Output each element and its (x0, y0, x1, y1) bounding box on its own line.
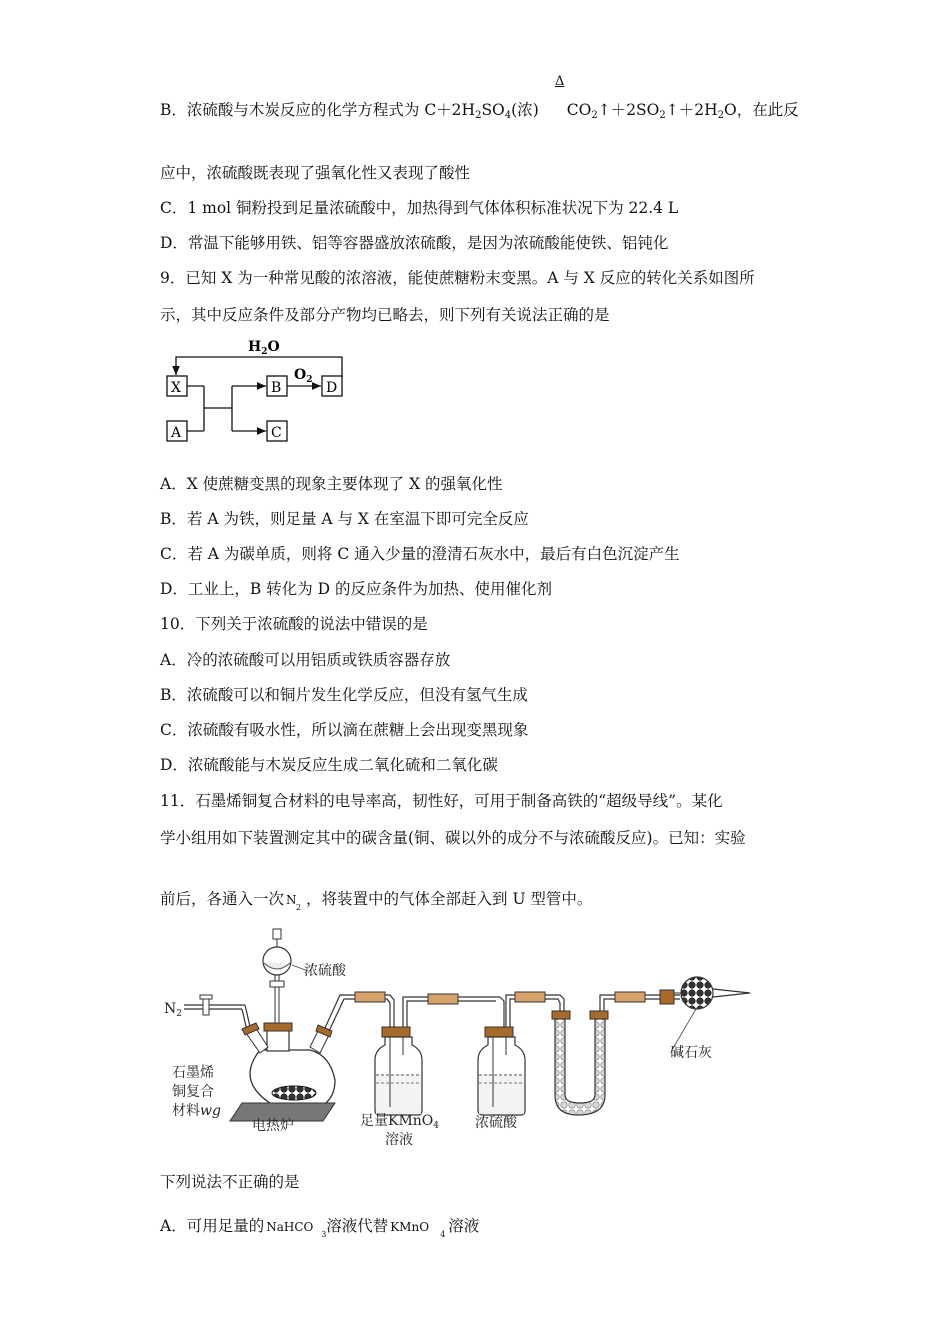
label-conc-acid-funnel: 浓硫酸 (304, 963, 346, 979)
q10-option-a: A．冷的浓硫酸可以用铝质或铁质容器存放 (160, 651, 451, 669)
kmno4-wash-bottle (375, 1027, 422, 1115)
label-kmno4: 足量KMnO$_4$ (360, 1113, 440, 1131)
label-n2-inlet: $N_2$ (164, 1001, 182, 1019)
q9-stem-line1: 9．已知 X 为一种常见酸的浓溶液，能使蔗糖粉末变黑。A 与 X 反应的转化关系如图所 (160, 269, 755, 287)
label-a: A (171, 425, 182, 441)
h2o-label: $H_2O$ (248, 339, 280, 357)
q11-option-a: A．可用足量的 NaHCO 3 溶液代替 KMnO 4 溶液 (160, 1217, 480, 1239)
o2-label: $O_2$ (294, 367, 313, 385)
conc-acid-wash-bottle (478, 1027, 525, 1115)
q10-option-c: C．浓硫酸有吸水性，所以滴在蔗糖上会出现变黑现象 (160, 721, 529, 739)
label-material-1: 石墨烯 (172, 1065, 214, 1081)
n2-valve (203, 997, 209, 1015)
label-conc-acid-bottle: 浓硫酸 (475, 1115, 517, 1131)
q11-question: 下列说法不正确的是 (160, 1173, 300, 1191)
q11-stem-line1: 11．石墨烯铜复合材料的电导率高，韧性好，可用于制备高铁的“超级导线”。某化 (160, 792, 723, 810)
q8-option-c: C．1 mol 铜粉投到足量浓硫酸中，加热得到气体体积标准状况下为 22.4 L (160, 199, 679, 217)
q10-option-b: B．浓硫酸可以和铜片发生化学反应，但没有氢气生成 (160, 686, 528, 704)
label-b: B (271, 380, 282, 396)
q8-option-b-line1: B．浓硫酸与木炭反应的化学方程式为 $C+2H_2SO_4$(浓) $CO_2↑+2SO_2↑+2H_2O$，在此反 (160, 101, 799, 121)
label-soda-lime: 碱石灰 (670, 1045, 712, 1061)
q11-stem-line2: 学小组用如下装置测定其中的碳含量(铜、碳以外的成分不与浓硫酸反应)。已知：实验 (160, 829, 746, 847)
apparatus-diagram (160, 925, 760, 1155)
label-kmno4-solution: 溶液 (385, 1132, 413, 1148)
q9-option-c: C．若 A 为碳单质，则将 C 通入少量的澄清石灰水中，最后有白色沉淀产生 (160, 545, 680, 563)
label-material-2: 铜复合 (172, 1084, 214, 1100)
q10-option-d: D．浓硫酸能与木炭反应生成二氧化硫和二氧化碳 (160, 756, 498, 774)
label-heater: 电热炉 (252, 1118, 294, 1134)
q8-option-b-line2: 应中，浓硫酸既表现了强氧化性又表现了酸性 (160, 164, 471, 182)
u-tube (552, 1011, 608, 1115)
three-neck-flask (242, 1023, 335, 1111)
arrow-d-to-x (176, 357, 342, 377)
drying-tube (660, 977, 750, 1009)
q11-stem-line3: 前后，各通入一次 N 2 ，将装置中的气体全部赶入到 U 型管中。 (160, 890, 593, 912)
q9-conversion-diagram (160, 333, 360, 448)
separatory-funnel (263, 929, 291, 1025)
q9-stem-line2: 示，其中反应条件及部分产物均已略去，则下列有关说法正确的是 (160, 306, 610, 324)
label-d: D (326, 380, 338, 396)
q9-option-b: B．若 A 为铁，则足量 A 与 X 在室温下即可完全反应 (160, 510, 529, 528)
label-material-3: 材料wg (172, 1103, 221, 1119)
heating-symbol: Δ (555, 74, 565, 89)
q9-option-a: A．X 使蔗糖变黑的现象主要体现了 X 的强氧化性 (160, 475, 503, 493)
label-x: X (171, 380, 181, 396)
q9-option-d: D．工业上，B 转化为 D 的反应条件为加热、使用催化剂 (160, 580, 553, 598)
q10-stem: 10．下列关于浓硫酸的说法中错误的是 (160, 615, 428, 633)
label-c: C (271, 425, 282, 441)
q8-option-d: D．常温下能够用铁、铝等容器盛放浓硫酸，是因为浓硫酸能使铁、铝钝化 (160, 234, 669, 252)
